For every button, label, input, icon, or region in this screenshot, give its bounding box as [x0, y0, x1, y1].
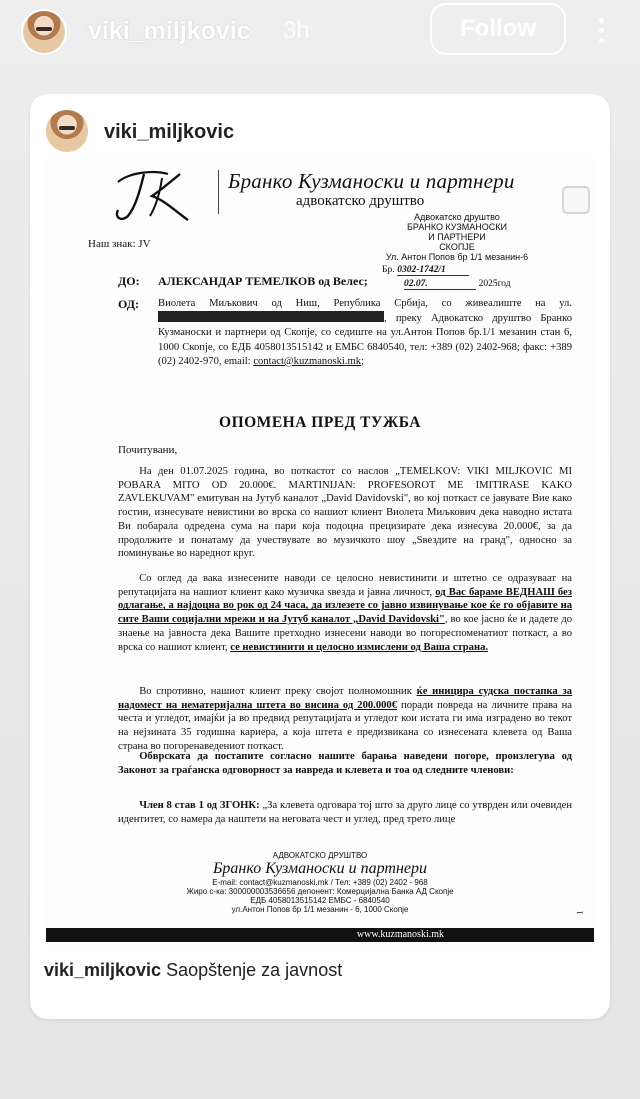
- paragraph-3-claim: ќе иницира судска постапка за надомест на нематеријална штета во висина од 200.000€: [118, 686, 573, 711]
- paragraph-2-demand: од Вас бараме ВЕДНАШ без одлагање, а најдоцна во рок од 24 часа, да излезете со јавно извинување кое ќе го објавите на сите Ваши социјални мрежи и на Јутуб каналот „David Davidovski": [118, 586, 572, 626]
- from-label: ОД:: [118, 297, 139, 311]
- to-label: ДО:: [118, 274, 140, 288]
- stamp-number-row: [382, 265, 532, 276]
- recipient: АЛЕКСАНДАР ТЕМЕЛКОВ од Велес;: [158, 274, 368, 288]
- sender-block: [158, 297, 572, 369]
- post-username[interactable]: viki_miljkovic: [104, 121, 235, 143]
- footer-ids: ЕДБ 4058013515142 ЕМБС - 6840540: [250, 896, 390, 905]
- paragraph-5-text: „За клевета одговара тој што за друго лице со утврден или очевиден идентитет, со намера да наштети на неговата чест и углед, пред трето лице: [118, 800, 572, 825]
- profile-avatar[interactable]: [21, 9, 67, 55]
- paragraph-3-cont: поради повреда на личните права на честа и угледот, имајќи ја во предвид репутацијата и угледот кои истата ги има изградено во текот на нејзината 35 годишна кариера, а која штета е предизвикана со изнесената клевета од Ваша страна во погоренаведениот поткаст.: [118, 699, 573, 752]
- sender-text-cont: , преку Адвокатско друштво Бранко Кузманоски и партнери од Скопје, со седиште на ул.Антон Попов бр.1/1 мезанин стан 6, 1000 Скопје, со ЕДБ 4058013515142 и ЕМБС 6840540, тел: +389 (02) 2402-968; факс: +389 (02) 2402-970, email:: [158, 313, 572, 367]
- paragraph-1-text: На ден 01.07.2025 година, во поткастот со наслов „TEMELKOV: VIKI MILJKOVIC MI POBARA MITO OD 20.000€. MARTINIJAN: PROFESOROT ME IMITIRASE KAKO ZAVLEKUVAM" емитуван на Јутуб каналот „David Davidovski", во кој поткаст се јавувате Вие како гостин, изнесувате невистини во врска со нашиот клиент Виолета Миљкович дека наводно истата Ви побарала одредена сума на пари која подоцна прецизирате дека изнесува 20.000€, за да продолжите и понатаму да учествувате во музичкото шоу „Ѕвездите на гранд", односно за поминување во нареднот круг.: [118, 466, 572, 560]
- story-username[interactable]: viki_miljkovic: [88, 17, 251, 45]
- paragraph-4: [118, 750, 572, 777]
- salutation: Почитувани,: [118, 444, 178, 456]
- stamp-line: БРАНКО КУЗМАНОСКИ: [407, 222, 507, 232]
- more-vertical-icon[interactable]: [591, 16, 611, 46]
- caption-username[interactable]: viki_miljkovic: [44, 960, 162, 980]
- document-footer: [46, 851, 594, 914]
- firm-name: Бранко Кузманоски и партнери: [228, 169, 515, 193]
- reference-mark: Наш знак: ЈV: [88, 238, 151, 250]
- paragraph-5: [118, 799, 572, 826]
- stamp-year: 2025год: [478, 279, 511, 289]
- stamp-line: СКОПЈЕ: [439, 242, 475, 252]
- footer-label: АДВОКАТСКО ДРУШТВО: [272, 851, 368, 860]
- stamp-line: И ПАРТНЕРИ: [428, 232, 486, 242]
- paragraph-2-cont: , во кое јасно ќе и дадете до знаење на јавноста дека Вашите претходно изнесени наводи во погореспоменатиот поткаст, а во врска со нашиот клиент,: [118, 614, 573, 653]
- firm-logo-icon: [110, 166, 198, 224]
- footer-firm: Бранко Кузманоски и партнери: [212, 860, 428, 877]
- footer-contact: E-mail: contact@kuzmanoski.mk / Тел: +389 (02) 2402 - 968: [212, 878, 428, 887]
- shared-post-card[interactable]: [30, 94, 610, 1019]
- stamp-line: Ул. Антон Попов бр 1/1 мезанин-6: [385, 252, 529, 262]
- paragraph-2-claim: се невистинити и целосно измислени од Ваша страна.: [230, 641, 489, 653]
- sender-email: contact@kuzmanoski.mk: [253, 355, 362, 367]
- paragraph-1: [118, 465, 572, 561]
- stamp-date-row: [382, 279, 532, 290]
- post-avatar[interactable]: [44, 108, 90, 154]
- website-bar: [46, 928, 594, 942]
- document-image: [46, 156, 594, 946]
- paragraph-2: [118, 572, 572, 654]
- stamp-number-label: Бр.: [382, 265, 395, 275]
- article-reference: Член 8 став 1 од ЗГОНК:: [139, 800, 260, 811]
- story-header: [0, 0, 640, 64]
- stamp-number: 0302-1742/1: [397, 265, 469, 276]
- paragraph-3-text: Во спротивно, нашиот клиент преку својот полномошник: [139, 686, 417, 697]
- paragraph-2-text: Со оглед да вака изнесените наводи се целосно невистинити и штетно се одразуваат на репутацијата на нашиот клиент како музичка ѕвезда и јавна личност,: [118, 573, 572, 598]
- website: www.kuzmanoski.mk: [356, 929, 444, 940]
- sender-text: Виолета Миљкович од Ниш, Република Србија, со живеалиште на ул.: [158, 298, 572, 309]
- registry-stamp: [382, 212, 532, 290]
- copy-icon: [562, 186, 590, 214]
- firm-subtitle: адвокатско друштво: [296, 193, 425, 209]
- page-number: 1: [575, 910, 585, 915]
- footer-address: ул.Антон Попов бр 1/1 мезанин - 6, 1000 Скопје: [231, 905, 409, 914]
- document-heading: ОПОМЕНА ПРЕД ТУЖБА: [219, 414, 421, 431]
- paragraph-3: [118, 685, 572, 754]
- redacted-address: [158, 311, 384, 322]
- caption-text: Saopštenje za javnost: [166, 960, 343, 980]
- logo-divider: [218, 170, 219, 214]
- stamp-date: 02.07.: [404, 279, 476, 290]
- follow-button[interactable]: Follow: [430, 3, 566, 55]
- stamp-line: Адвокатско друштво: [414, 212, 500, 222]
- paragraph-4-text: Обврската да постапите согласно нашите барања наведени погоре, произлегува од Законот за граѓанска одговорност за навреда и клевета и тоа од следните членови:: [118, 751, 572, 776]
- sender-text-end: ;: [361, 355, 365, 367]
- post-caption: [44, 960, 342, 981]
- footer-bank: Жиро с-ка: 300000003536656 депонент: Комерцијална Банка АД Скопје: [186, 887, 454, 896]
- story-time: 3h: [283, 17, 310, 44]
